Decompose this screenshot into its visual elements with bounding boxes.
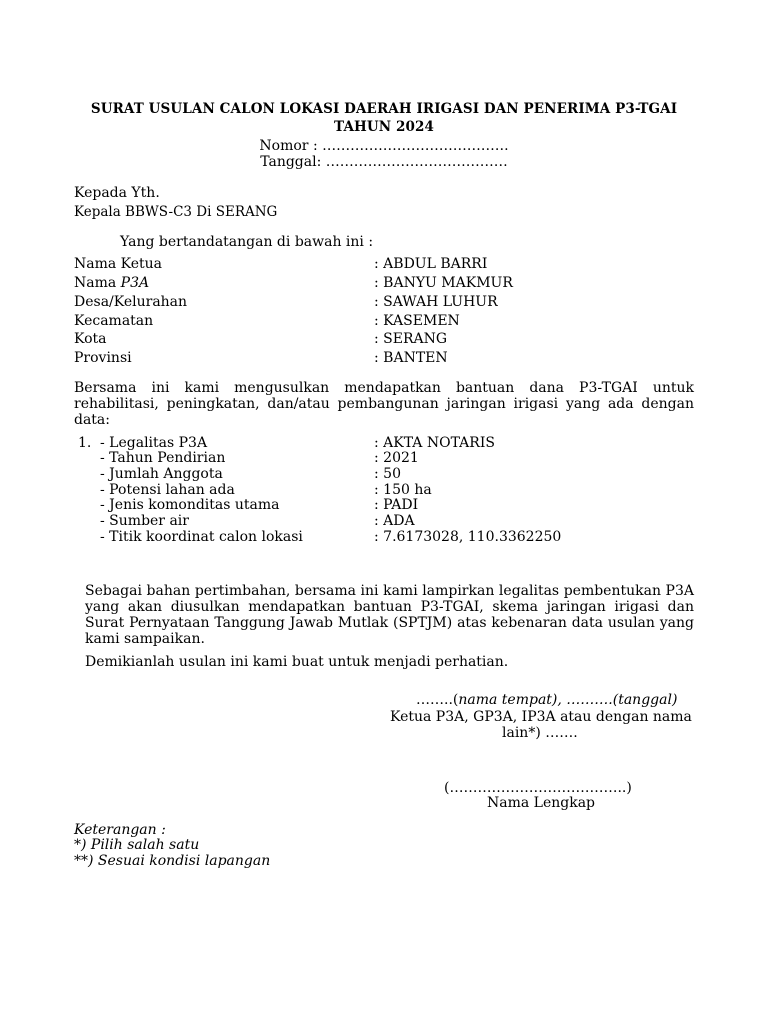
detail-label: - Legalitas P3A	[100, 435, 208, 451]
identity-label: Kecamatan	[74, 313, 154, 329]
nomor-line: Nomor : ………………………………….	[259, 138, 509, 154]
paragraph-line: data:	[74, 412, 110, 428]
detail-value: : AKTA NOTARIS	[374, 435, 495, 451]
identity-label: Kota	[74, 331, 107, 347]
detail-label: - Potensi lahan ada	[100, 482, 235, 498]
identity-value: : ABDUL BARRI	[374, 256, 488, 272]
identity-value: : KASEMEN	[374, 313, 460, 329]
document-title: SURAT USULAN CALON LOKASI DAERAH IRIGASI DAN PENERIMA P3-TGAI	[90, 101, 678, 117]
detail-value: : PADI	[374, 497, 419, 513]
identity-value: : BANYU MAKMUR	[374, 275, 513, 291]
detail-label: - Titik koordinat calon lokasi	[100, 529, 303, 545]
identity-value: : BANTEN	[374, 350, 448, 366]
signatory-role-cont: lain*) …….	[502, 725, 578, 741]
detail-value: : 7.6173028, 110.3362250	[374, 529, 562, 545]
paragraph-line: yang akan diusulkan mendapatkan bantuan P3-TGAI, skema jaringan irigasi dan	[85, 599, 694, 615]
detail-value: : 50	[374, 466, 401, 482]
document-year: TAHUN 2024	[334, 119, 434, 135]
paragraph-line: Sebagai bahan pertimbahan, bersama ini kami lampirkan legalitas pembentukan P3A	[85, 583, 694, 599]
tanggal-line: Tanggal: …………………………………	[260, 154, 508, 170]
detail-label: - Tahun Pendirian	[100, 450, 226, 466]
recipient-salutation: Kepada Yth.	[74, 185, 160, 201]
identity-label: Provinsi	[74, 350, 132, 366]
closing-paragraph: Demikianlah usulan ini kami buat untuk menjadi perhatian.	[85, 654, 509, 670]
proposal-paragraph	[74, 380, 694, 428]
attachment-paragraph	[85, 583, 694, 647]
identity-label: Desa/Kelurahan	[74, 294, 188, 310]
recipient-name: Kepala BBWS-C3 Di SERANG	[74, 204, 278, 220]
detail-label: - Sumber air	[100, 513, 189, 529]
full-name-label: Nama Lengkap	[487, 795, 596, 811]
identity-label: Nama Ketua	[74, 256, 163, 272]
detail-label: - Jumlah Anggota	[100, 466, 223, 482]
list-number: 1.	[78, 435, 92, 451]
detail-label: - Jenis komonditas utama	[100, 497, 280, 513]
paragraph-line: kami sampaikan.	[85, 631, 205, 647]
paragraph-line: Surat Pernyataan Tanggung Jawab Mutlak (SPTJM) atas kebenaran data usulan yang	[85, 615, 694, 631]
detail-value: : ADA	[374, 513, 415, 529]
place-date-line: ……..(nama tempat), ……….(tanggal)	[416, 692, 678, 708]
signatory-role: Ketua P3A, GP3A, IP3A atau dengan nama	[390, 709, 692, 725]
identity-value: : SAWAH LUHUR	[374, 294, 498, 310]
signature-blank: (………………………………..)	[444, 780, 632, 796]
note-item: **) Sesuai kondisi lapangan	[74, 853, 271, 869]
detail-value: : 2021	[374, 450, 419, 466]
identity-value: : SERANG	[374, 331, 448, 347]
paragraph-line: rehabilitasi, peningkatan, dan/atau pembangunan jaringan irigasi yang ada dengan	[74, 396, 694, 412]
note-item: *) Pilih salah satu	[74, 837, 200, 853]
identity-label: Nama P3A	[74, 275, 150, 291]
notes-heading: Keterangan :	[74, 822, 166, 838]
paragraph-line: Bersama ini kami mengusulkan mendapatkan bantuan dana P3-TGAI untuk	[74, 380, 694, 396]
detail-value: : 150 ha	[374, 482, 432, 498]
intro-text: Yang bertandatangan di bawah ini :	[120, 234, 374, 250]
